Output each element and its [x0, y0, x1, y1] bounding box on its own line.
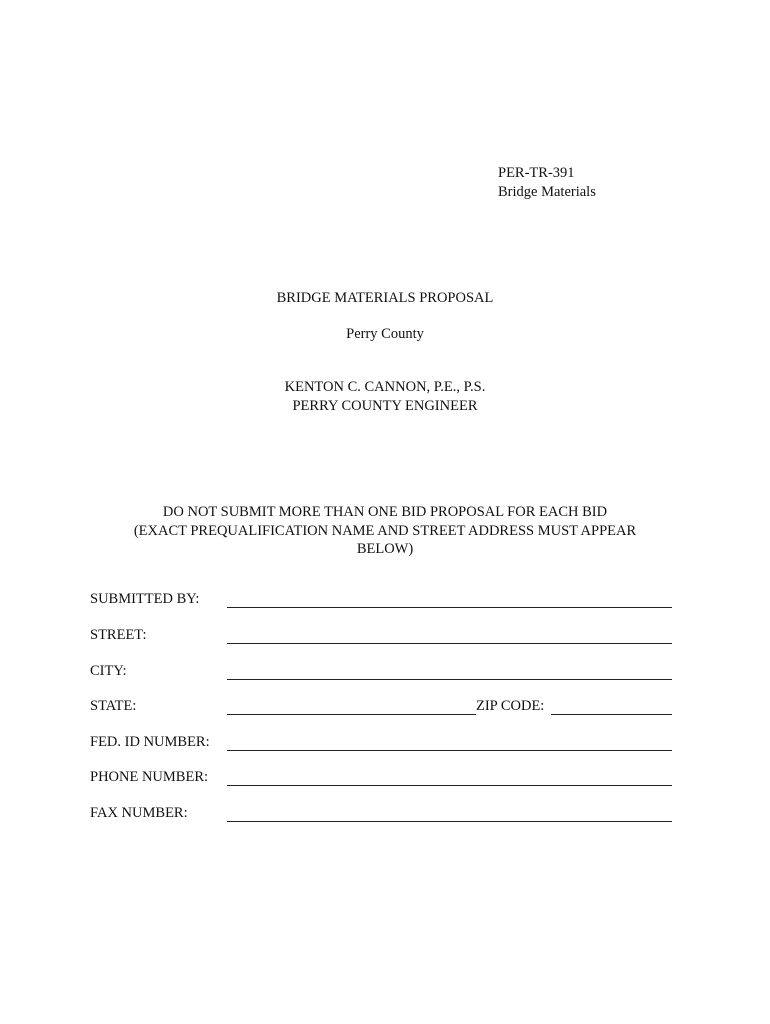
submission-warning [0, 503, 770, 559]
state-label: STATE: [90, 698, 137, 714]
state-field[interactable] [227, 714, 476, 715]
fax-number-label: FAX NUMBER: [90, 805, 188, 821]
city-row [90, 662, 672, 684]
engineer-name: KENTON C. CANNON, P.E., P.S. [284, 379, 486, 395]
document-id-block [498, 164, 596, 202]
street-row [90, 626, 672, 648]
county-name: Perry County [346, 326, 424, 342]
page-title: BRIDGE MATERIALS PROPOSAL [276, 290, 494, 306]
street-label: STREET: [90, 627, 147, 643]
fax-number-field[interactable] [227, 821, 672, 822]
fax-number-row [90, 804, 672, 826]
document-subject: Bridge Materials [498, 184, 596, 200]
phone-number-label: PHONE NUMBER: [90, 769, 209, 785]
warning-line-3: BELOW) [356, 541, 414, 557]
zip-code-field[interactable] [551, 714, 672, 715]
zip-code-label: ZIP CODE: [476, 698, 545, 714]
state-row [90, 697, 672, 719]
fed-id-label: FED. ID NUMBER: [90, 734, 210, 750]
city-field[interactable] [227, 679, 672, 680]
engineer-title: PERRY COUNTY ENGINEER [292, 398, 478, 414]
document-number: PER-TR-391 [498, 165, 575, 181]
phone-number-row [90, 768, 672, 790]
street-field[interactable] [227, 643, 672, 644]
city-label: CITY: [90, 663, 127, 679]
warning-line-2: (EXACT PREQUALIFICATION NAME AND STREET ADDRESS MUST APPEAR [133, 522, 637, 539]
fed-id-row [90, 733, 672, 755]
submitted-by-label: SUBMITTED BY: [90, 591, 200, 607]
warning-line-1: DO NOT SUBMIT MORE THAN ONE BID PROPOSAL FOR EACH BID [162, 504, 608, 520]
fed-id-field[interactable] [227, 750, 672, 751]
engineer-block [0, 378, 770, 416]
submitted-by-row [90, 590, 672, 612]
phone-number-field[interactable] [227, 785, 672, 786]
submitted-by-field[interactable] [227, 607, 672, 608]
